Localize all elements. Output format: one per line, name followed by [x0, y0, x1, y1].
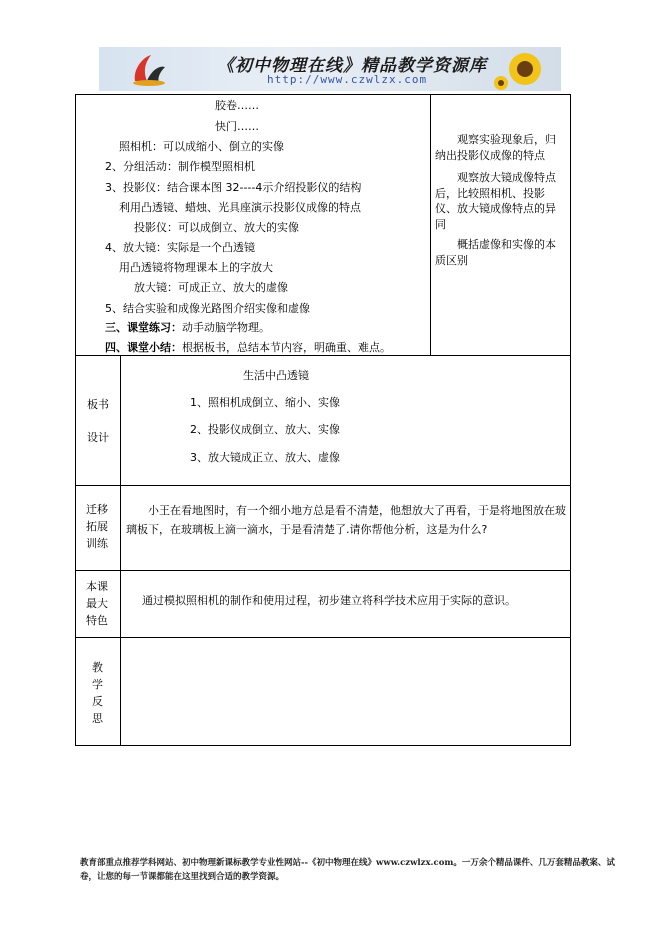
extension-label: 训练: [86, 537, 108, 550]
banner-url[interactable]: http://www.czwlzx.com: [267, 73, 428, 86]
board-title: 生活中凸透镜: [243, 369, 309, 382]
exercise-text: 动手动脑学物理。: [182, 321, 270, 334]
reflection-label: 反: [92, 695, 103, 708]
row-divider: [75, 355, 571, 356]
board-item: 3、放大镜成正立、放大、虚像: [190, 451, 340, 464]
text-line: 4、放大镜：实际是一个凸透镜: [105, 241, 255, 254]
text-line: 利用凸透镜、蜡烛、光具座演示投影仪成像的特点: [119, 201, 361, 214]
text-line: 快门……: [215, 120, 259, 133]
extension-label: 迁移: [86, 503, 108, 516]
feature-label: 特色: [86, 614, 108, 627]
reflection-label: 教: [92, 661, 103, 674]
summary-text: 根据板书，总结本节内容，明确重、难点。: [182, 341, 391, 354]
sunflower-icon: [491, 47, 551, 91]
feature-label: 最大: [86, 597, 108, 610]
text-line: 放大镜：可成正立、放大的虚像: [134, 281, 288, 294]
row-divider: [75, 485, 571, 486]
header-banner: [99, 47, 561, 91]
board-label: 板书: [87, 398, 109, 411]
feature-text: 通过模拟照相机的制作和使用过程，初步建立将科学技术应用于实际的意识。: [142, 594, 516, 607]
row-divider: [75, 570, 571, 571]
text-line: 照相机：可以成缩小、倒立的实像: [119, 140, 284, 153]
summary-line: [105, 341, 391, 355]
text-line: 胶卷……: [215, 99, 259, 112]
col-divider: [430, 94, 431, 355]
col-divider: [120, 355, 121, 746]
reflection-label: 学: [92, 678, 103, 691]
site-logo-icon: [129, 51, 169, 87]
text-line: 5、结合实验和成像光路图介绍实像和虚像: [105, 302, 310, 315]
text-line: 投影仪：可以成倒立、放大的实像: [134, 221, 299, 234]
note-paragraph: 概括虚像和实像的本质区别: [435, 238, 556, 267]
feature-label: 本课: [86, 580, 108, 593]
note-paragraph: 观察放大镜成像特点后，比较照相机、投影仪、放大镜成像特点的异同: [435, 171, 556, 231]
extension-label: 拓展: [86, 520, 108, 533]
reflection-label: 思: [92, 712, 103, 725]
exercise-label: 三、课堂练习：: [105, 321, 182, 334]
banner-title: 《初中物理在线》精品教学资源库: [217, 56, 487, 76]
text-line: 3、投影仪：结合课本图 32----4示介绍投影仪的结构: [105, 181, 362, 194]
row-divider: [75, 637, 571, 638]
page-footer: 教育部重点推荐学科网站、初中物理新课标教学专业性网站--《初中物理在线》www.czwlzx.com。一万余个精品课件、几万套精品教案、试卷，让您的每一节课都能在这里找到合适的教学资源。: [80, 858, 615, 882]
exercise-line: [105, 321, 270, 335]
board-item: 2、投影仪成倒立、放大、实像: [190, 423, 340, 436]
board-label: 设计: [87, 431, 109, 444]
board-item: 1、照相机成倒立、缩小、实像: [190, 396, 340, 409]
note-paragraph: 观察实验现象后，归纳出投影仪成像的特点: [435, 133, 556, 162]
summary-label: 四、课堂小结：: [105, 341, 182, 354]
text-line: 用凸透镜将物理课本上的字放大: [119, 261, 273, 274]
text-line: 2、分组活动：制作模型照相机: [105, 160, 255, 173]
extension-question: 小王在看地图时，有一个细小地方总是看不清楚，他想放大了再看，于是将地图放在玻璃板下，在玻璃板上滴一滴水，于是看清楚了.请你帮他分析，这是为什么?: [126, 504, 566, 536]
